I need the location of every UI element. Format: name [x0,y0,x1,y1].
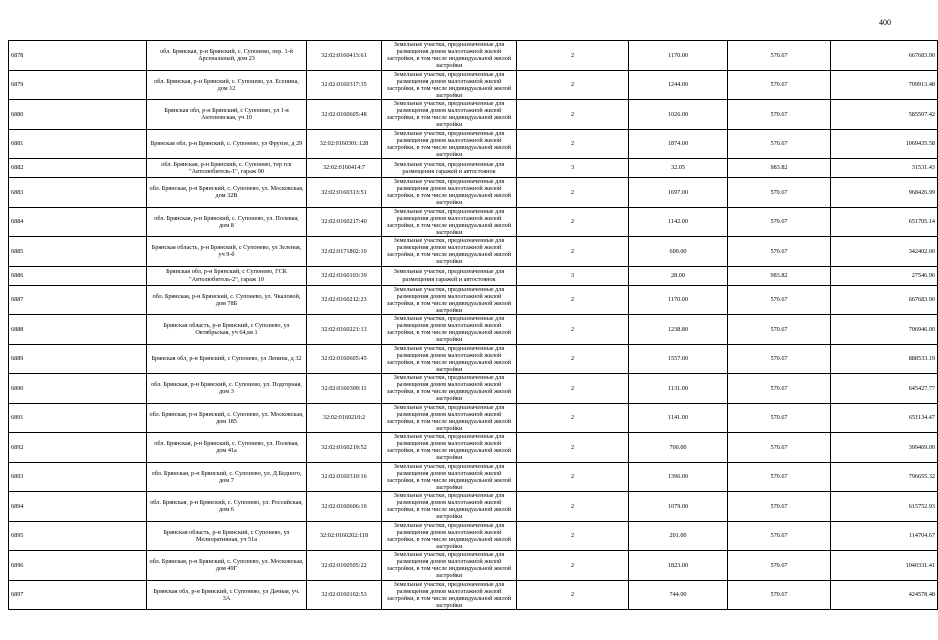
specific-value-cell: 983.82 [728,159,831,178]
specific-value-cell: 570.67 [728,41,831,71]
land-use-cell: Земельные участки, предназначенные для размещения домов малоэтажной жилой застройки, в том числе индивидуальной жилой застройки [382,344,517,374]
plot-number-cell: 6880 [9,100,147,130]
cadastral-number-cell: 32:02:0160219:52 [307,433,382,463]
table-row [9,41,938,71]
land-use-cell: Земельные участки, предназначенные для размещения домов малоэтажной жилой застройки, в том числе индивидуальной жилой застройки [382,129,517,159]
table-row [9,344,938,374]
area-cell: 1141.00 [629,403,728,433]
plot-number-cell: 6896 [9,551,147,581]
specific-value-cell: 570.67 [728,551,831,581]
cadastral-number-cell: 32:02:0160605:48 [307,100,382,130]
cadastral-value-cell: 651705.14 [831,207,938,237]
cadastral-value-cell: 424578.48 [831,580,938,610]
plot-number-cell: 6889 [9,344,147,374]
category-cell: 2 [517,41,629,71]
category-cell: 2 [517,237,629,267]
cadastral-number-cell: 32:02:0160210:2 [307,403,382,433]
land-use-cell: Земельные участки, предназначенные для размещения домов малоэтажной жилой застройки, в том числе индивидуальной жилой застройки [382,492,517,522]
category-cell: 2 [517,344,629,374]
category-cell: 2 [517,100,629,130]
land-plots-table [8,40,938,610]
specific-value-cell: 570.67 [728,403,831,433]
table-row [9,100,938,130]
category-cell: 2 [517,403,629,433]
address-cell: обл. Брянская, р-н Брянский, с. Супонево, тер гск "Автолюбитель-1", гараж 90 [147,159,307,178]
plot-number-cell: 6882 [9,159,147,178]
area-cell: 1026.00 [629,100,728,130]
area-cell: 1823.00 [629,551,728,581]
area-cell: 28.00 [629,266,728,285]
specific-value-cell: 570.67 [728,315,831,345]
land-use-cell: Земельные участки, предназначенные для размещения домов малоэтажной жилой застройки, в том числе индивидуальной жилой застройки [382,462,517,492]
address-cell: Брянская обл, р-н Брянский, с Супонево, ул Дачная, уч. 3А [147,580,307,610]
table-row [9,433,938,463]
land-use-cell: Земельные участки, предназначенные для размещения домов малоэтажной жилой застройки, в том числе индивидуальной жилой застройки [382,580,517,610]
category-cell: 2 [517,374,629,404]
plot-number-cell: 6878 [9,41,147,71]
table-row [9,462,938,492]
area-cell: 1557.00 [629,344,728,374]
address-cell: обл. Брянская, р-н Брянский, с. Супонево, ул. Д.Бедного, дом 7 [147,462,307,492]
plot-number-cell: 6884 [9,207,147,237]
cadastral-value-cell: 114704.67 [831,521,938,551]
address-cell: Брянская обл, р-н Брянский, с Супонево, ул Ленина, д 32 [147,344,307,374]
plot-number-cell: 6890 [9,374,147,404]
specific-value-cell: 570.67 [728,344,831,374]
specific-value-cell: 570.67 [728,580,831,610]
cadastral-value-cell: 1040331.41 [831,551,938,581]
area-cell: 1244.00 [629,70,728,100]
cadastral-number-cell: 32:02:0160202:118 [307,521,382,551]
cadastral-value-cell: 651134.47 [831,403,938,433]
table-row [9,285,938,315]
category-cell: 2 [517,285,629,315]
table-row [9,266,938,285]
category-cell: 2 [517,580,629,610]
land-use-cell: Земельные участки, предназначенные для размещения домов малоэтажной жилой застройки, в том числе индивидуальной жилой застройки [382,551,517,581]
area-cell: 1131.00 [629,374,728,404]
category-cell: 2 [517,521,629,551]
address-cell: обл. Брянская, р-н Брянский, с. Супонево, ул. Подгорная, дом 3 [147,374,307,404]
land-use-cell: Земельные участки, предназначенные для размещения домов малоэтажной жилой застройки, в том числе индивидуальной жилой застройки [382,374,517,404]
specific-value-cell: 570.67 [728,100,831,130]
plot-number-cell: 6879 [9,70,147,100]
plot-number-cell: 6885 [9,237,147,267]
cadastral-value-cell: 615752.93 [831,492,938,522]
cadastral-number-cell: 32:02:0160309:11 [307,374,382,404]
category-cell: 2 [517,70,629,100]
cadastral-number-cell: 32:02:0160221:13 [307,315,382,345]
category-cell: 2 [517,315,629,345]
cadastral-value-cell: 1069435.58 [831,129,938,159]
address-cell: обл. Брянская, р-н Брянский, с. Супонево, ул. Полевая, дом 8 [147,207,307,237]
land-use-cell: Земельные участки, предназначенные для размещения домов малоэтажной жилой застройки, в том числе индивидуальной жилой застройки [382,207,517,237]
cadastral-number-cell: 32:02:0160217:40 [307,207,382,237]
cadastral-value-cell: 645427.77 [831,374,938,404]
area-cell: 1079.00 [629,492,728,522]
category-cell: 2 [517,207,629,237]
land-use-cell: Земельные участки, предназначенные для размещения гаражей и автостоянок [382,159,517,178]
area-cell: 744.00 [629,580,728,610]
cadastral-number-cell: 32:02:0160310:16 [307,462,382,492]
land-use-cell: Земельные участки, предназначенные для размещения домов малоэтажной жилой застройки, в том числе индивидуальной жилой застройки [382,100,517,130]
plot-number-cell: 6883 [9,178,147,208]
specific-value-cell: 570.67 [728,178,831,208]
plot-number-cell: 6894 [9,492,147,522]
cadastral-value-cell: 31531.43 [831,159,938,178]
area-cell: 1170.00 [629,41,728,71]
land-use-cell: Земельные участки, предназначенные для размещения домов малоэтажной жилой застройки, в том числе индивидуальной жилой застройки [382,521,517,551]
address-cell: Брянская обл, р-н Брянский, с. Супонево, ул Фрунзе, д 29 [147,129,307,159]
address-cell: Брянская область, р-н Брянский, с Супонево, ул Мелиоративная, уч 51а [147,521,307,551]
plot-number-cell: 6897 [9,580,147,610]
address-cell: обл. Брянская, р-н Брянский, с. Супонево, ул. Полевая, дом 41а [147,433,307,463]
category-cell: 2 [517,551,629,581]
table-row [9,403,938,433]
land-use-cell: Земельные участки, предназначенные для размещения домов малоэтажной жилой застройки, в том числе индивидуальной жилой застройки [382,285,517,315]
address-cell: Брянская область, р-н Брянский, с Супонево, ул Зеленая, уч 9-б [147,237,307,267]
address-cell: обл. Брянская, р-н Брянский, с. Супонево, ул. Российская, дом 6 [147,492,307,522]
cadastral-value-cell: 888533.19 [831,344,938,374]
address-cell: Брянская обл, р-н Брянский, с Супонево, ГСК "Автолюбитель-2", гараж 10 [147,266,307,285]
cadastral-number-cell: 32:02:0160505:22 [307,551,382,581]
category-cell: 2 [517,433,629,463]
cadastral-value-cell: 585507.42 [831,100,938,130]
address-cell: Брянская обл, р-н Брянский, с Супонево, ул 1-я Антоновская, уч 10 [147,100,307,130]
plot-number-cell: 6886 [9,266,147,285]
address-cell: обл. Брянская, р-н Брянский, с. Супонево, ул. Московская, дом 185 [147,403,307,433]
cadastral-value-cell: 667683.90 [831,285,938,315]
address-cell: обл. Брянская, р-н Брянский, с. Супонево, пер. 1-й Арсенальный, дом 23 [147,41,307,71]
category-cell: 3 [517,266,629,285]
specific-value-cell: 570.67 [728,374,831,404]
cadastral-number-cell: 32:02:0160301:128 [307,129,382,159]
cadastral-number-cell: 32:02:0160413:61 [307,41,382,71]
address-cell: обл. Брянская, р-н Брянский, с. Супонево, ул. Есенина, дом 12 [147,70,307,100]
land-use-cell: Земельные участки, предназначенные для размещения домов малоэтажной жилой застройки, в том числе индивидуальной жилой застройки [382,433,517,463]
land-use-cell: Земельные участки, предназначенные для размещения домов малоэтажной жилой застройки, в том числе индивидуальной жилой застройки [382,403,517,433]
land-use-cell: Земельные участки, предназначенные для размещения домов малоэтажной жилой застройки, в том числе индивидуальной жилой застройки [382,41,517,71]
address-cell: обл. Брянская, р-н Брянский, с. Супонево, ул. Московская, дом 32В [147,178,307,208]
cadastral-value-cell: 27546.96 [831,266,938,285]
land-use-cell: Земельные участки, предназначенные для размещения гаражей и автостоянок [382,266,517,285]
specific-value-cell: 570.67 [728,521,831,551]
cadastral-value-cell: 709913.48 [831,70,938,100]
table-row [9,178,938,208]
table-row [9,129,938,159]
plot-number-cell: 6888 [9,315,147,345]
table-row [9,315,938,345]
table-row [9,70,938,100]
table-row [9,237,938,267]
plot-number-cell: 6893 [9,462,147,492]
cadastral-number-cell: 32:02:0160212:23 [307,285,382,315]
area-cell: 1170.00 [629,285,728,315]
cadastral-number-cell: 32:02:0160317:35 [307,70,382,100]
specific-value-cell: 983.82 [728,266,831,285]
area-cell: 1142.00 [629,207,728,237]
table-row [9,492,938,522]
table-row [9,551,938,581]
area-cell: 700.00 [629,433,728,463]
plot-number-cell: 6891 [9,403,147,433]
cadastral-number-cell: 32:02:0160605:45 [307,344,382,374]
plot-number-cell: 6881 [9,129,147,159]
table-row [9,207,938,237]
area-cell: 32.05 [629,159,728,178]
specific-value-cell: 570.67 [728,70,831,100]
cadastral-value-cell: 968426.99 [831,178,938,208]
specific-value-cell: 570.67 [728,129,831,159]
cadastral-number-cell: 32:02:0171802:10 [307,237,382,267]
specific-value-cell: 570.67 [728,285,831,315]
area-cell: 1874.00 [629,129,728,159]
area-cell: 600.00 [629,237,728,267]
cadastral-value-cell: 667683.90 [831,41,938,71]
area-cell: 1697.00 [629,178,728,208]
table-body [9,41,938,610]
cadastral-number-cell: 32:02:0160414:7 [307,159,382,178]
address-cell: обл. Брянская, р-н Брянский, с. Супонево, ул. Московская, дом 49Г [147,551,307,581]
cadastral-number-cell: 32:02:0160313:51 [307,178,382,208]
address-cell: Брянская область, р-н Брянский, с Супонево, ул Октябрьская, уч 64,кв 1 [147,315,307,345]
cadastral-value-cell: 399469.00 [831,433,938,463]
table-row [9,374,938,404]
land-use-cell: Земельные участки, предназначенные для размещения домов малоэтажной жилой застройки, в том числе индивидуальной жилой застройки [382,70,517,100]
category-cell: 3 [517,159,629,178]
area-cell: 1238.80 [629,315,728,345]
specific-value-cell: 570.67 [728,207,831,237]
cadastral-value-cell: 796655.32 [831,462,938,492]
plot-number-cell: 6887 [9,285,147,315]
category-cell: 2 [517,178,629,208]
table-row [9,521,938,551]
land-use-cell: Земельные участки, предназначенные для размещения домов малоэтажной жилой застройки, в том числе индивидуальной жилой застройки [382,315,517,345]
specific-value-cell: 570.67 [728,462,831,492]
land-use-cell: Земельные участки, предназначенные для размещения домов малоэтажной жилой застройки, в том числе индивидуальной жилой застройки [382,178,517,208]
cadastral-value-cell: 342402.00 [831,237,938,267]
address-cell: обл. Брянская, р-н Брянский, с. Супонево, ул. Чкаловой, дом 78Б [147,285,307,315]
area-cell: 1396.00 [629,462,728,492]
specific-value-cell: 570.67 [728,433,831,463]
category-cell: 2 [517,492,629,522]
cadastral-number-cell: 32:02:0160103:39 [307,266,382,285]
table-row [9,159,938,178]
cadastral-value-cell: 706946.00 [831,315,938,345]
cadastral-number-cell: 32:02:0160606:10 [307,492,382,522]
plot-number-cell: 6892 [9,433,147,463]
plot-number-cell: 6895 [9,521,147,551]
category-cell: 2 [517,129,629,159]
cadastral-number-cell: 32:02:0160102:53 [307,580,382,610]
page-number: 400 [879,18,891,27]
area-cell: 201.00 [629,521,728,551]
specific-value-cell: 570.67 [728,237,831,267]
specific-value-cell: 570.67 [728,492,831,522]
category-cell: 2 [517,462,629,492]
table-row [9,580,938,610]
land-use-cell: Земельные участки, предназначенные для размещения домов малоэтажной жилой застройки, в том числе индивидуальной жилой застройки [382,237,517,267]
